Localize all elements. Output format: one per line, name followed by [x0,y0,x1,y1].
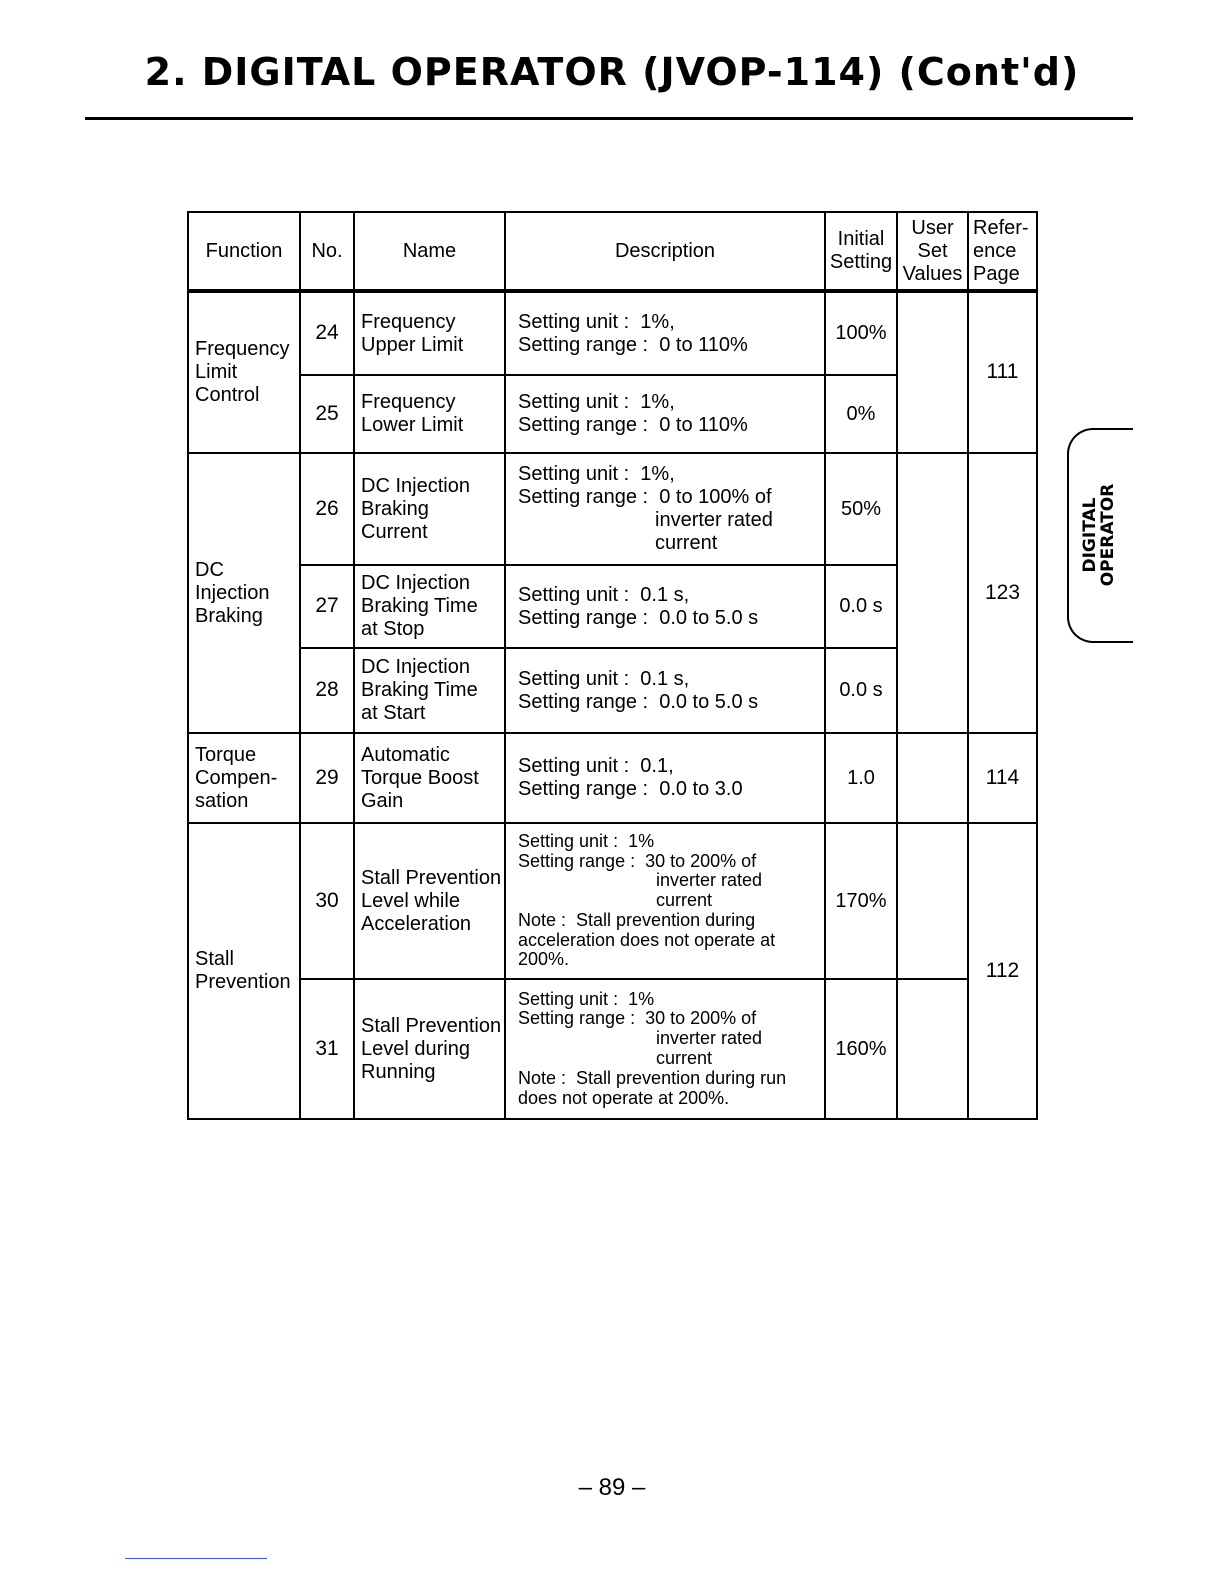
param-reference-page: 111 [968,291,1037,453]
param-user-value [897,979,968,1119]
param-no: 28 [300,648,354,733]
table-row [188,291,1037,375]
param-description: Setting unit : 1%, Setting range : 0 to 100% of inverter rated current [505,453,825,565]
function-frequency-limit-control: Frequency Limit Control [188,291,300,453]
param-description: Setting unit : 0.1, Setting range : 0.0 to 3.0 [505,733,825,823]
param-initial: 0% [825,375,897,453]
param-initial: 0.0 s [825,565,897,648]
param-user-value [897,291,968,453]
param-no: 26 [300,453,354,565]
param-description: Setting unit : 1% Setting range : 30 to 200% of inverter rated current Note : Stall prevention during run does not operate at 200%. [505,979,825,1119]
param-description: Setting unit : 0.1 s, Setting range : 0.0 to 5.0 s [505,648,825,733]
page-number: – 89 – [578,1474,646,1501]
param-initial: 1.0 [825,733,897,823]
parameter-table [187,211,1038,1120]
table-row [188,733,1037,823]
param-reference-page: 123 [968,453,1037,733]
header-function: Function [188,212,300,291]
param-name: DC Injection Braking Time at Start [354,648,505,733]
header-user-set-values: User Set Values [897,212,968,291]
param-no: 25 [300,375,354,453]
param-no: 29 [300,733,354,823]
table-header-row [188,212,1037,291]
param-initial: 0.0 s [825,648,897,733]
param-name: DC Injection Braking Time at Stop [354,565,505,648]
header-reference-page: Refer- ence Page [968,212,1037,291]
param-no: 30 [300,823,354,979]
header-name: Name [354,212,505,291]
param-user-value [897,733,968,823]
param-description: Setting unit : 1%, Setting range : 0 to 110% [505,375,825,453]
table-row [188,823,1037,979]
param-description: Setting unit : 0.1 s, Setting range : 0.0 to 5.0 s [505,565,825,648]
param-name: Stall Prevention Level while Acceleration [354,823,505,979]
param-user-value [897,453,968,733]
param-name: Stall Prevention Level during Running [354,979,505,1119]
param-name: DC Injection Braking Current [354,453,505,565]
function-dc-injection-braking: DC Injection Braking [188,453,300,733]
param-description: Setting unit : 1%, Setting range : 0 to 110% [505,291,825,375]
param-no: 27 [300,565,354,648]
section-tab-label: DIGITAL OPERATOR [1080,483,1118,587]
param-no: 24 [300,291,354,375]
header-initial-setting: Initial Setting [825,212,897,291]
param-reference-page: 112 [968,823,1037,1119]
param-user-value [897,823,968,979]
param-initial: 50% [825,453,897,565]
function-torque-compensation: Torque Compen- sation [188,733,300,823]
param-initial: 160% [825,979,897,1119]
bottom-rule [125,1558,267,1559]
param-reference-page: 114 [968,733,1037,823]
function-stall-prevention: Stall Prevention [188,823,300,1119]
param-name: Frequency Upper Limit [354,291,505,375]
header-description: Description [505,212,825,291]
title-rule [85,117,1133,120]
param-initial: 100% [825,291,897,375]
param-no: 31 [300,979,354,1119]
header-no: No. [300,212,354,291]
param-initial: 170% [825,823,897,979]
param-name: Frequency Lower Limit [354,375,505,453]
table-row [188,453,1037,565]
page-title: 2. DIGITAL OPERATOR (JVOP-114) (Cont'd) [144,50,1080,94]
table-row [188,979,1037,1119]
param-name: Automatic Torque Boost Gain [354,733,505,823]
param-description: Setting unit : 1% Setting range : 30 to 200% of inverter rated current Note : Stall prevention during acceleration does not operate at 200%. [505,823,825,979]
